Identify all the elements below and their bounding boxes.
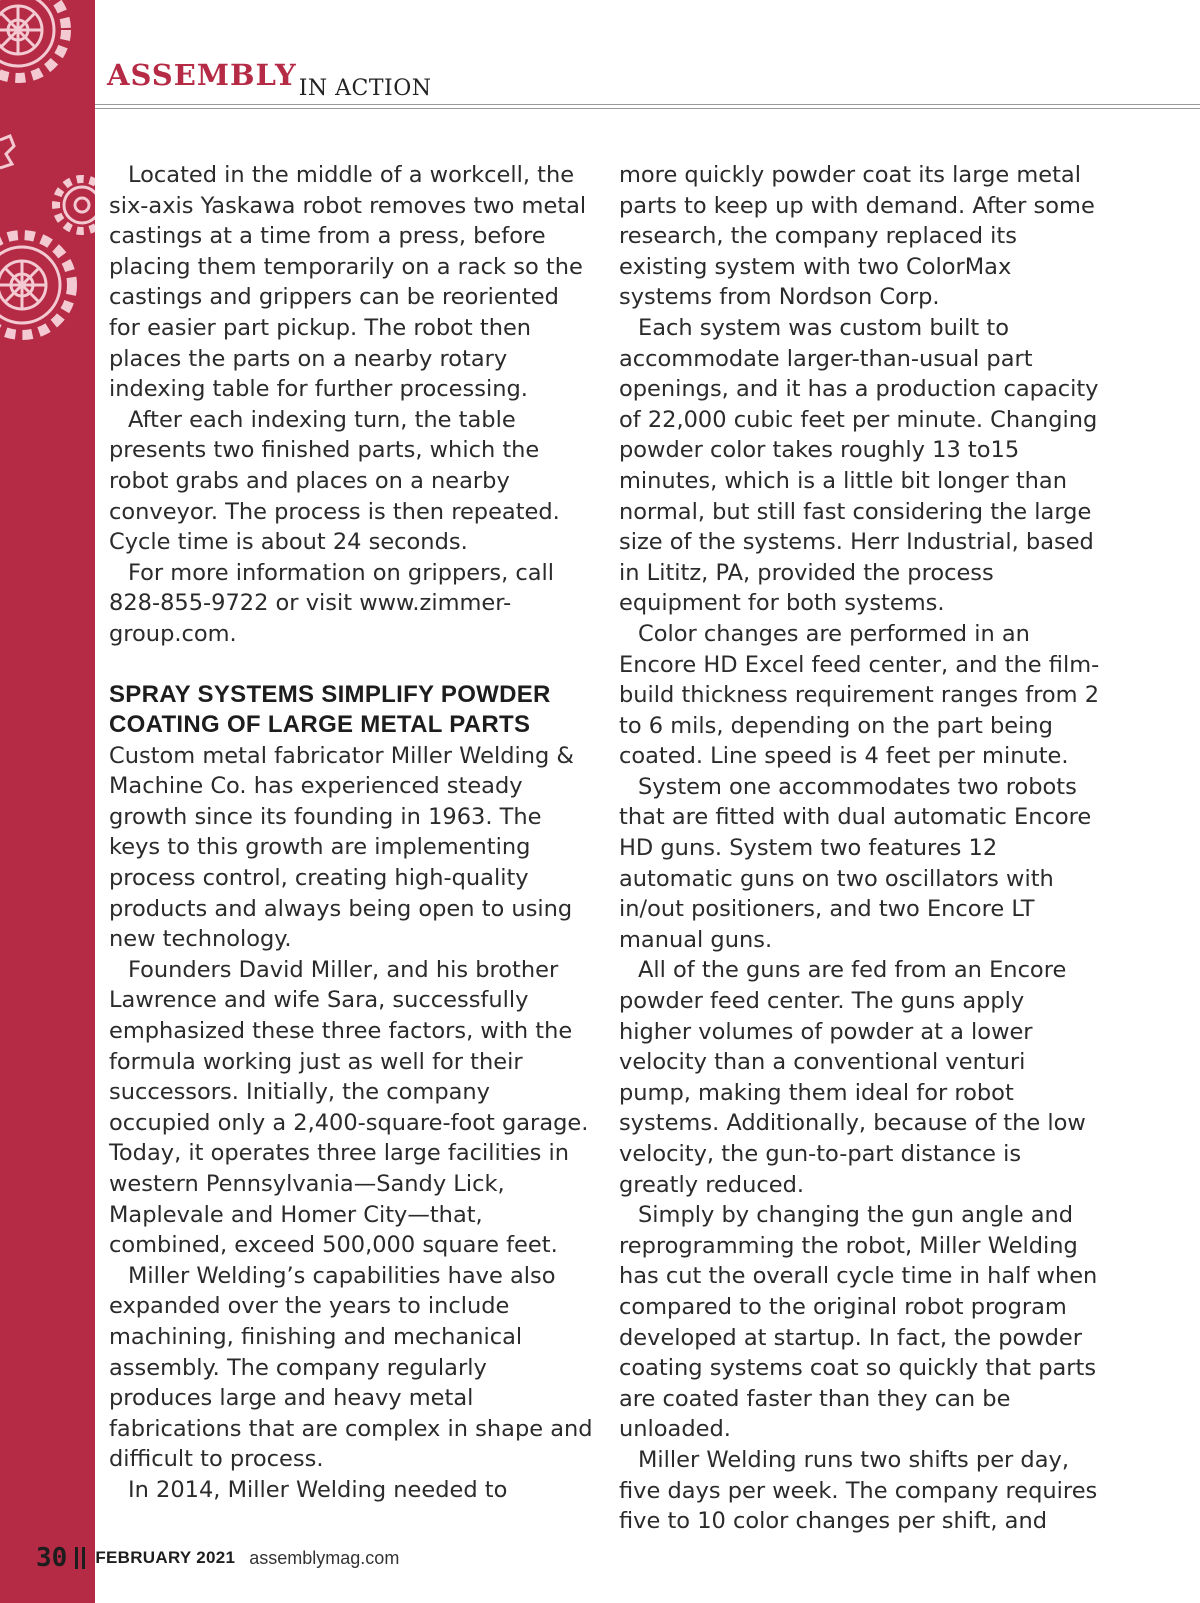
paragraph: All of the guns are fed from an Encore powder feed center. The guns apply higher volumes of powder at a lower velocity than a conventional venturi pump, making them ideal for robot systems. Additionally, because of the low velocity, the gun-to-part distance is greatly reduced. xyxy=(619,957,1086,1198)
left-column xyxy=(109,160,595,1506)
paragraph: In 2014, Miller Welding needed to xyxy=(128,1476,508,1503)
section-title: ASSEMBLY xyxy=(107,58,297,92)
issue-date: FEBRUARY 2021 xyxy=(95,1548,236,1567)
paragraph: Located in the middle of a workcell, the six-axis Yaskawa robot removes two metal castings at a time from a press, before placing them temporarily on a rack so the castings and grippers can be reoriented for easier part pickup. The robot then places the parts on a nearby rotary indexing table for further processing. xyxy=(109,162,587,403)
paragraph: System one accommodates two robots that are fitted with dual automatic Encore HD guns. System two features 12 automatic guns on two oscillators with in/out positioners, and two Encore LT manual guns. xyxy=(619,773,1092,953)
paragraph: Custom metal fabricator Miller Welding & Machine Co. has experienced steady growth since its founding in 1963. The keys to this growth are implementing process control, creating high-quality products and always being open to using new technology. xyxy=(109,742,574,953)
header-rule xyxy=(95,104,1200,109)
paragraph: Color changes are performed in an Encore HD Excel feed center, and the film-build thickness requirement ranges from 2 to 6 mils, depending on the part being coated. Line speed is 4 feet per minute. xyxy=(619,620,1100,770)
paragraph: Founders David Miller, and his brother Lawrence and wife Sara, successfully emphasized these three factors, with the formula working just as well for their successors. Initially, the company occupied only a 2,400-square-foot garage. Today, it operates three large facilities in western Pennsylvania—Sandy Lick, Maplevale and Homer City—that, combined, exceed 500,000 square feet. xyxy=(109,956,589,1259)
paragraph: Miller Welding’s capabilities have also expanded over the years to include machining, finishing and mechanical assembly. The company regularly produces large and heavy metal fabrications that are complex in shape and difficult to process. xyxy=(109,1262,593,1473)
page-footer xyxy=(36,1543,399,1573)
section-header xyxy=(107,58,432,101)
right-column xyxy=(619,160,1103,1537)
paragraph: Miller Welding runs two shifts per day, five days per week. The company requires five to 10 color changes per shift, and xyxy=(619,1446,1098,1535)
divider-bars-icon xyxy=(75,1547,85,1569)
paragraph: more quickly powder coat its large metal parts to keep up with demand. After some research, the company replaced its existing system with two ColorMax systems from Nordson Corp. xyxy=(619,162,1095,311)
section-subtitle: IN ACTION xyxy=(298,76,432,101)
paragraph: Each system was custom built to accommodate larger-than-usual part openings, and it has a production capacity of 22,000 cubic feet per minute. Changing powder color takes roughly 13 to15 minutes, which is a little bit longer than normal, but still fast considering the large size of the systems. Herr Industrial, based in Lititz, PA, provided the process equipment for both systems. xyxy=(619,314,1099,617)
gears-decoration-icon xyxy=(0,0,95,380)
page-number: 30 xyxy=(36,1543,68,1573)
site-url: assemblymag.com xyxy=(249,1547,400,1568)
paragraph: Simply by changing the gun angle and reprogramming the robot, Miller Welding has cut the overall cycle time in half when compared to the original robot program developed at startup. In fact, the powder coating systems coat so quickly that parts are coated faster than they can be unloaded. xyxy=(619,1202,1098,1443)
paragraph: For more information on grippers, call 828-855-9722 or visit www.zimmer-group.com. xyxy=(109,559,555,647)
article-headline: SPRAY SYSTEMS SIMPLIFY POWDER COATING OF LARGE METAL PARTS xyxy=(109,680,551,739)
paragraph: After each indexing turn, the table presents two finished parts, which the robot grabs and places on a nearby conveyor. The process is then repeated. Cycle time is about 24 seconds. xyxy=(109,406,560,556)
sidebar-band xyxy=(0,0,95,1603)
